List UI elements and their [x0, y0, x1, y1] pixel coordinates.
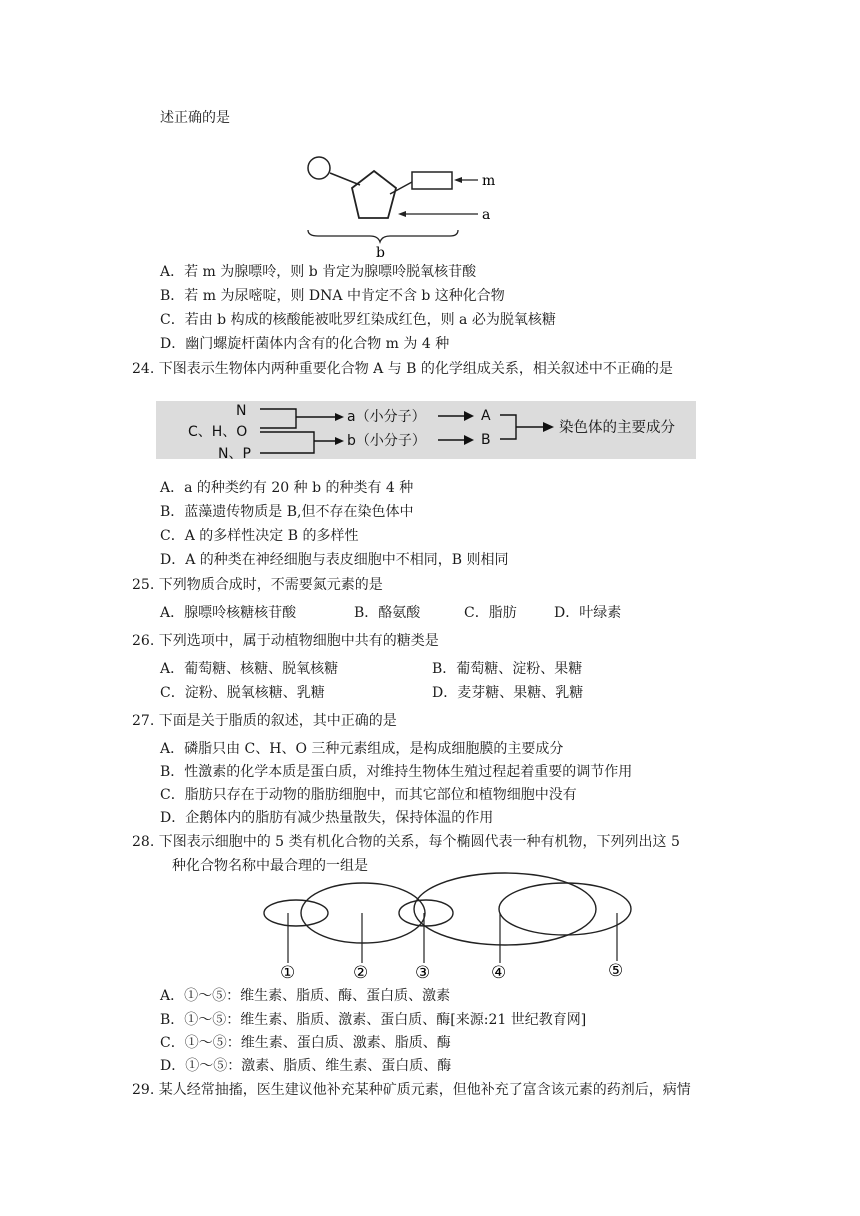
q26-option-a: A．葡萄糖、核糖、脱氧核糖 [160, 661, 339, 677]
q24-option-a: A．a 的种类约有 20 种 b 的种类有 4 种 [160, 480, 414, 496]
label-big-a: A [481, 408, 491, 424]
q27-option-c: C．脂肪只存在于动物的脂肪细胞中，而其它部位和植物细胞中没有 [160, 787, 577, 803]
base-rect [412, 172, 452, 189]
composition-figure [156, 398, 696, 462]
q23-option-d: D．幽门螺旋杆菌体内含有的化合物 m 为 4 种 [160, 336, 450, 352]
phosphate-circle [308, 157, 330, 179]
q28-option-a: A．①～⑤：维生素、脂质、酶、蛋白质、激素 [160, 988, 451, 1004]
q27-option-a: A．磷脂只由 C、H、O 三种元素组成，是构成细胞膜的主要成分 [160, 741, 564, 757]
label-m: m [482, 173, 496, 189]
pentose-pentagon [352, 171, 396, 218]
q25-option-d: D．叶绿素 [554, 605, 622, 621]
label-circle-3: ③ [415, 963, 431, 982]
label-circle-4: ④ [491, 963, 507, 982]
ellipse-3 [399, 900, 453, 926]
q28-option-d: D．①～⑤：激素、脂质、维生素、蛋白质、酶 [160, 1058, 452, 1074]
label-a-small: a（小分子） [347, 409, 426, 425]
q23-stem-tail: 述正确的是 [160, 110, 230, 126]
q23-option-c: C．若由 b 构成的核酸能被吡罗红染成红色，则 a 必为脱氧核糖 [160, 312, 556, 328]
ellipse-figure [260, 870, 640, 982]
q28-stem-line1: 28. 下图表示细胞中的 5 类有机化合物的关系，每个椭圆代表一种有机物，下列列出这 5 [132, 834, 680, 850]
label-n: N [236, 403, 247, 419]
label-chromosome: 染色体的主要成分 [559, 420, 675, 436]
q26-option-b: B．葡萄糖、淀粉、果糖 [432, 661, 583, 677]
q26-option-c: C．淀粉、脱氧核糖、乳糖 [160, 685, 325, 701]
label-a: a [482, 207, 491, 223]
q24-stem: 24. 下图表示生物体内两种重要化合物 A 与 B 的化学组成关系，相关叙述中不正确的是 [132, 361, 673, 377]
q27-option-d: D．企鹅体内的脂肪有减少热量散失，保持体温的作用 [160, 810, 494, 826]
label-b-small: b（小分子） [347, 433, 426, 449]
q25-option-c: C．脂肪 [464, 605, 517, 621]
q24-option-b: B．蓝藻遗传物质是 B,但不存在染色体中 [160, 504, 414, 520]
q26-stem: 26. 下列选项中，属于动植物细胞中共有的糖类是 [132, 633, 439, 649]
label-cho: C、H、O [188, 424, 248, 440]
q28-option-b: B．①～⑤：维生素、脂质、激素、蛋白质、酶[来源:21 世纪教育网] [160, 1012, 587, 1028]
q25-stem: 25. 下列物质合成时，不需要氮元素的是 [132, 577, 383, 593]
brace-b [308, 230, 458, 242]
label-b: b [376, 245, 385, 261]
q25-option-b: B．酪氨酸 [354, 605, 421, 621]
q24-option-d: D．A 的种类在神经细胞与表皮细胞中不相同，B 则相同 [160, 552, 509, 568]
q24-option-c: C．A 的多样性决定 B 的多样性 [160, 528, 359, 544]
label-circle-2: ② [353, 963, 369, 982]
ellipse-1 [264, 900, 328, 926]
ellipse-2 [301, 883, 425, 943]
q29-stem: 29. 某人经常抽搐，医生建议他补充某种矿质元素，但他补充了富含该元素的药剂后，病情 [132, 1082, 691, 1098]
q28-stem-line2: 种化合物名称中最合理的一组是 [172, 858, 368, 874]
ellipse-5 [499, 883, 631, 935]
q25-option-a: A．腺嘌呤核糖核苷酸 [160, 605, 297, 621]
q23-option-b: B．若 m 为尿嘧啶，则 DNA 中肯定不含 b 这种化合物 [160, 288, 505, 304]
q23-option-a: A．若 m 为腺嘌呤，则 b 肯定为腺嘌呤脱氧核苷酸 [160, 264, 477, 280]
ellipse-4 [414, 873, 596, 945]
nucleotide-figure [300, 150, 520, 262]
label-circle-1: ① [280, 963, 296, 982]
label-circle-5: ⑤ [608, 961, 624, 981]
q28-option-c: C．①～⑤：维生素、蛋白质、激素、脂质、酶 [160, 1035, 451, 1051]
q27-option-b: B．性激素的化学本质是蛋白质，对维持生物体生殖过程起着重要的调节作用 [160, 764, 633, 780]
label-np: N、P [218, 446, 251, 462]
q27-stem: 27. 下面是关于脂质的叙述，其中正确的是 [132, 713, 397, 729]
q26-option-d: D．麦芽糖、果糖、乳糖 [432, 685, 584, 701]
label-big-b: B [481, 432, 491, 448]
